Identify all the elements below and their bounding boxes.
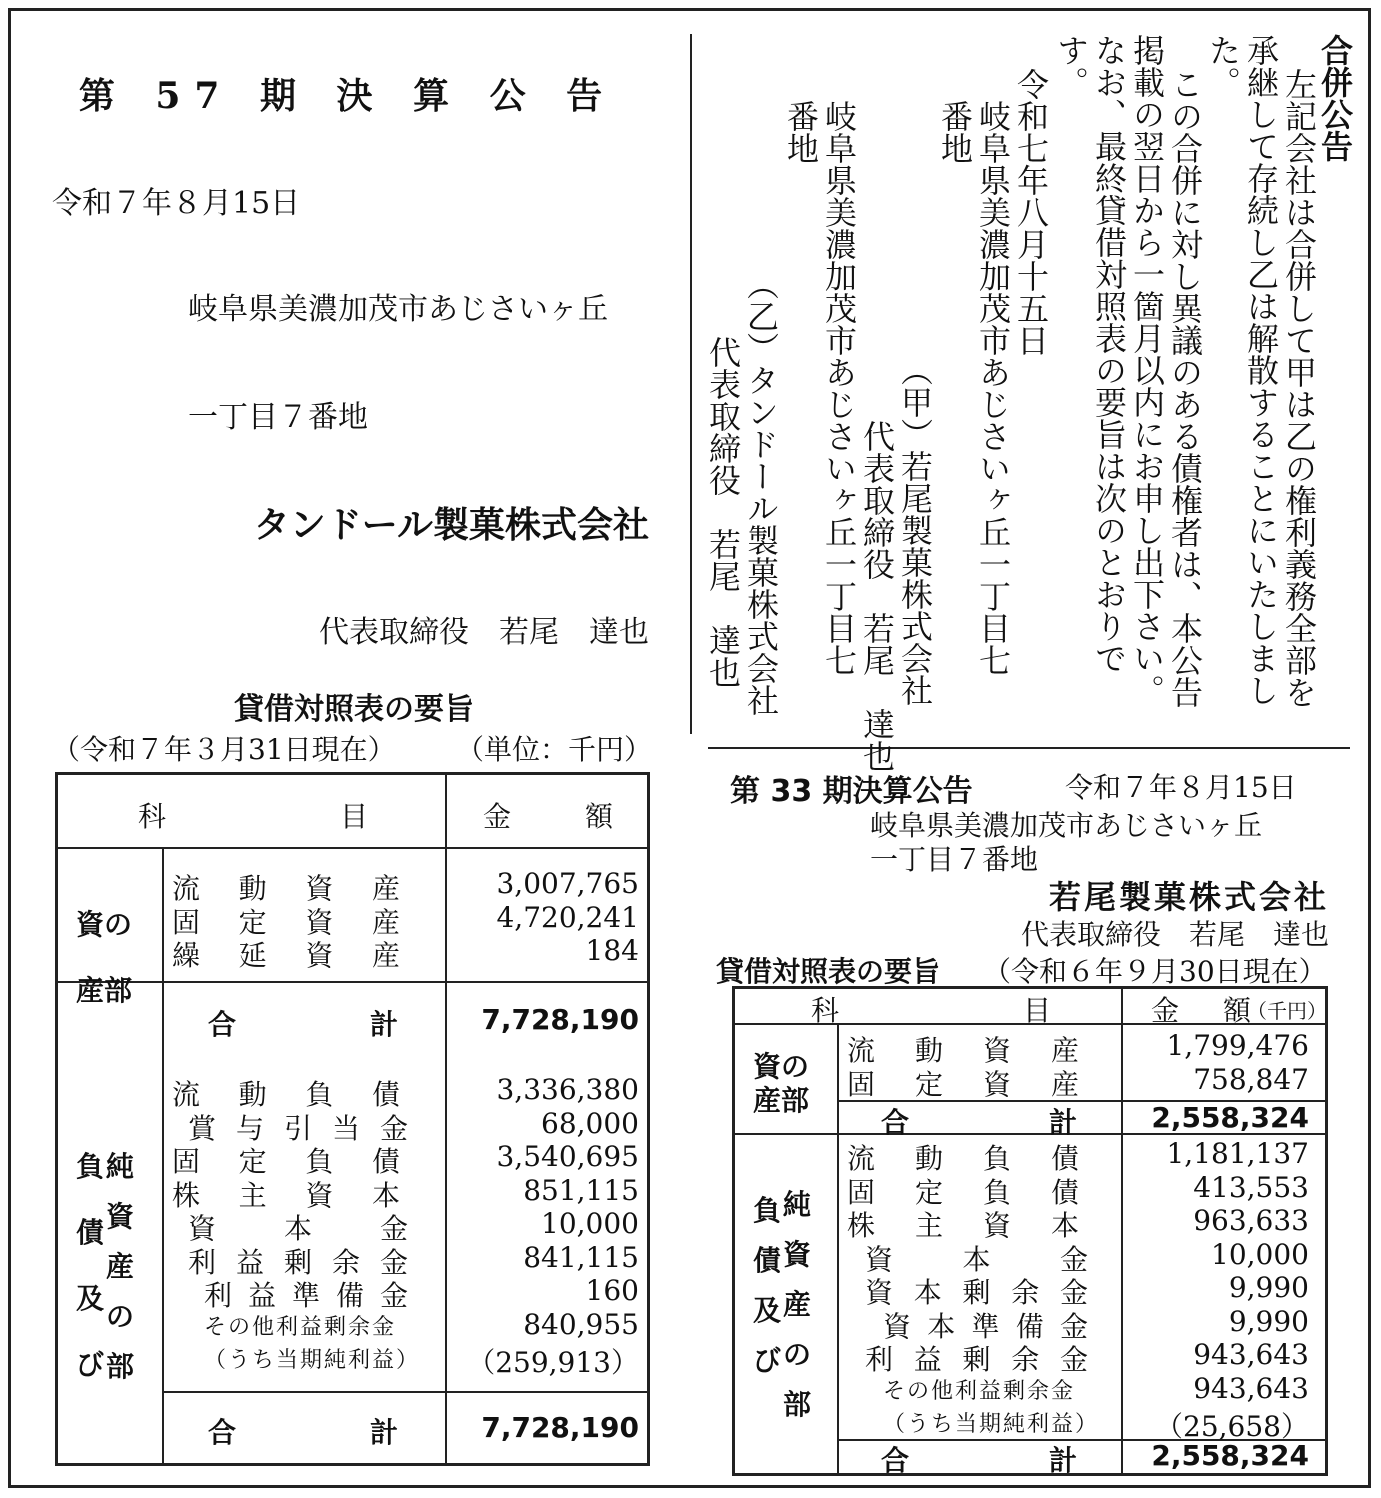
left-date: 令和７年８月15日 <box>52 186 301 221</box>
asset-row-label <box>172 934 400 974</box>
assets-section-label: 資の <box>76 908 133 941</box>
liab-total-label-char: 合 <box>208 1416 237 1449</box>
assets-total-label-char: 合 <box>881 1106 910 1139</box>
liab-row-label-char: 債 <box>1050 1175 1079 1209</box>
liab-row-label-char: 負 <box>982 1175 1011 1209</box>
table-rule <box>162 981 647 983</box>
liab-row-value: 9,990 <box>1228 1304 1309 1338</box>
liab-row-value: 10,000 <box>541 1207 639 1240</box>
right-date: 令和７年８月15日 <box>1065 771 1297 804</box>
liab-row-label-char: 備 <box>335 1279 364 1312</box>
liab-row-label-char: 当 <box>331 1111 360 1145</box>
liab-row-label-char: 負 <box>305 1078 334 1111</box>
header-amount-char: 額 <box>1222 994 1251 1027</box>
liab-row-label-char: 益 <box>235 1245 264 1279</box>
liab-row-label-char: 余 <box>331 1245 360 1279</box>
header-amount-char: 金 <box>483 800 512 833</box>
liab-row-label-char: 剰 <box>962 1276 991 1309</box>
asset-row-label-char: 流 <box>847 1034 876 1067</box>
liab-row-label <box>865 1338 1088 1378</box>
liab-section-label: 負 <box>76 1150 105 1183</box>
table-rule <box>58 847 647 849</box>
liab-row-label-char: 株 <box>172 1178 201 1212</box>
liab-section-label: 純 <box>106 1150 135 1183</box>
liab-row-label: その他利益剰余金 <box>204 1314 397 1340</box>
asset-row-label-char: 固 <box>847 1067 876 1101</box>
asset-row-label-char: 動 <box>238 872 267 905</box>
liab-row-label-char: 剰 <box>962 1343 991 1376</box>
liab-row-label-char: 金 <box>1059 1276 1088 1309</box>
liab-row-value: 3,336,380 <box>496 1073 639 1106</box>
liab-total-label-char: 合 <box>881 1444 910 1477</box>
asset-row-label-char: 資 <box>305 872 334 905</box>
asset-row-label-char: 資 <box>982 1034 1011 1067</box>
liab-row-label <box>204 1274 408 1314</box>
liab-row-label-char: 益 <box>247 1279 276 1312</box>
right-bs-title: 貸借対照表の要旨 <box>716 955 941 988</box>
left-company-name: タンドール製菓株式会社 <box>253 505 649 546</box>
header-amount <box>483 795 613 835</box>
header-item-char: 科 <box>138 800 167 833</box>
liab-row-label-char: 賞 <box>188 1111 217 1145</box>
left-representative: 代表取締役 若尾 達也 <box>319 615 649 650</box>
liab-row-label-char: 資 <box>305 1178 334 1212</box>
merger-text-column: す。 <box>1052 34 1090 98</box>
asset-row-label-char: 定 <box>238 905 267 939</box>
asset-row-value: 3,007,765 <box>496 867 639 900</box>
asset-row-label-char: 産 <box>371 905 400 939</box>
merger-text-column: この合併に対し異議のある債権者は、本公告 <box>1166 68 1204 708</box>
section-divider <box>708 747 1350 749</box>
merger-text-column: 左記会社は合併して甲は乙の権利義務全部を <box>1280 68 1318 708</box>
liab-row-label-char: 動 <box>238 1078 267 1111</box>
left-address-line2: 一丁目７番地 <box>188 400 368 435</box>
liab-row-label-char: 流 <box>172 1078 201 1111</box>
liab-row-label: その他利益剰余金 <box>883 1378 1076 1404</box>
assets-total-label-char: 計 <box>369 1008 398 1041</box>
liab-row-value: 943,643 <box>1193 1338 1309 1371</box>
liab-total-label-char: 計 <box>369 1416 398 1449</box>
liab-row-label-char: 主 <box>914 1209 943 1242</box>
merger-text-column: （甲）若尾製菓株式会社 <box>896 354 934 706</box>
liab-row-value: 841,115 <box>523 1240 639 1274</box>
table-rule <box>162 1391 647 1393</box>
liab-row-label-char: 資 <box>865 1276 894 1309</box>
liab-row-label-char: 本 <box>927 1309 956 1343</box>
liab-section-label: 及 <box>753 1294 782 1327</box>
right-company-name: 若尾製菓株式会社 <box>1048 878 1329 916</box>
liab-row-label-char: 金 <box>379 1245 408 1279</box>
liab-row-value: 160 <box>585 1274 639 1307</box>
merger-text-column: 令和七年八月十五日 <box>1012 68 1050 356</box>
liab-row-label-char: 金 <box>379 1111 408 1145</box>
merger-text-column: 岐阜県美濃加茂市あじさいヶ丘一丁目七 <box>974 100 1012 676</box>
liab-row-label-char: 資 <box>883 1309 912 1343</box>
liab-row-label-char: 金 <box>379 1279 408 1312</box>
asset-row-label-char: 延 <box>238 939 267 972</box>
liab-row-label-char: 利 <box>188 1245 217 1279</box>
liab-row-label-char: 余 <box>1011 1343 1040 1376</box>
asset-row-value: 1,799,476 <box>1166 1029 1309 1062</box>
merger-text-column: （乙）タンドール製菓株式会社 <box>742 268 780 716</box>
merger-text-column: 代表取締役 若尾 達也 <box>704 336 742 688</box>
left-balance-sheet-table <box>55 772 650 1466</box>
assets-total-value: 7,728,190 <box>481 1003 639 1036</box>
liab-row-label-char: 負 <box>305 1145 334 1178</box>
liab-section-label: び <box>753 1344 782 1377</box>
asset-row-value: 758,847 <box>1193 1062 1309 1096</box>
liab-row-label-char: 備 <box>1015 1309 1044 1343</box>
liab-row-label-char: 資 <box>188 1212 217 1245</box>
table-rule <box>837 1023 839 1473</box>
asset-row-label-char: 産 <box>1050 1067 1079 1101</box>
assets-total-label-char: 合 <box>208 1008 237 1041</box>
asset-row-label-char: 動 <box>914 1034 943 1067</box>
header-amount-char: 額 <box>584 800 613 833</box>
liab-row-label-char: 準 <box>971 1309 1000 1343</box>
left-as-of: （令和７年３月31日現在） <box>52 733 396 766</box>
liab-row-label-char: 本 <box>962 1242 991 1276</box>
liab-row-label-char: 与 <box>235 1111 264 1145</box>
merger-text-column: なお、最終貸借対照表の要旨は次のとおりで <box>1090 34 1128 674</box>
merger-text-column: 岐阜県美濃加茂市あじさいヶ丘一丁目七 <box>820 100 858 676</box>
right-balance-sheet-table <box>732 986 1328 1476</box>
merger-text-column: 掲載の翌日から一箇月以内にお申し出下さい。 <box>1128 34 1166 706</box>
asset-row-label-char: 産 <box>1050 1034 1079 1067</box>
asset-row-label <box>847 1063 1079 1103</box>
liab-row-label-char: 固 <box>172 1145 201 1178</box>
right-address-line1: 岐阜県美濃加茂市あじさいヶ丘 <box>870 809 1263 842</box>
liab-section-label: 純 <box>783 1188 812 1221</box>
right-representative: 代表取締役 若尾 達也 <box>1020 918 1329 951</box>
header-item <box>138 795 368 835</box>
header-item-char: 科 <box>811 994 840 1027</box>
liab-section-label: 産 <box>783 1288 812 1321</box>
liab-row-label-char: 金 <box>1059 1343 1088 1376</box>
right-address-line2: 一丁目７番地 <box>870 843 1039 876</box>
liab-row-label-char: 本 <box>371 1178 400 1212</box>
liab-row-label-char: 利 <box>865 1343 894 1376</box>
liab-row-value: 10,000 <box>1211 1237 1309 1271</box>
right-title: 第 33 期決算公告 <box>730 774 973 809</box>
asset-row-label-char: 定 <box>914 1067 943 1101</box>
assets-section-label: 産部 <box>76 974 133 1007</box>
liab-row-value: （25,658） <box>1155 1410 1309 1443</box>
header-amount-char: 金 <box>1151 994 1180 1027</box>
left-address-line1: 岐阜県美濃加茂市あじさいヶ丘 <box>188 292 608 327</box>
header-item-char: 目 <box>1022 994 1051 1027</box>
liab-row-label-char: 金 <box>379 1212 408 1245</box>
header-unit: （千円） <box>1247 999 1327 1023</box>
merger-text-column: 番地 <box>936 100 974 164</box>
assets-total-label-char: 計 <box>1048 1106 1077 1139</box>
liab-section-label: 資 <box>783 1238 812 1271</box>
asset-row-label-char: 資 <box>982 1067 1011 1101</box>
header-item <box>811 989 1051 1029</box>
liab-row-label: （うち当期純利益） <box>883 1412 1100 1437</box>
liab-section-label: の <box>106 1300 135 1333</box>
liab-row-value: 9,990 <box>1228 1271 1309 1304</box>
liab-total-label-char: 計 <box>1048 1444 1077 1477</box>
liab-row-label-char: 債 <box>1050 1142 1079 1175</box>
liab-row-value: （259,913） <box>467 1346 639 1379</box>
asset-row-label-char: 産 <box>371 939 400 972</box>
liab-section-label: 産 <box>106 1250 135 1283</box>
liab-row-value: 963,633 <box>1193 1204 1309 1237</box>
liab-row-label-char: 債 <box>371 1145 400 1178</box>
liab-row-label-char: 金 <box>1059 1242 1088 1276</box>
liab-row-value: 1,181,137 <box>1166 1137 1309 1170</box>
liab-section-label: び <box>76 1348 105 1381</box>
liab-row-label-char: 主 <box>238 1178 267 1212</box>
liab-row-label: （うち当期純利益） <box>204 1348 421 1373</box>
table-rule <box>162 847 164 1463</box>
liab-row-value: 943,643 <box>1193 1371 1309 1405</box>
asset-row-label-char: 流 <box>172 872 201 905</box>
asset-row-value: 4,720,241 <box>496 900 639 934</box>
liab-row-label-char: 金 <box>1059 1309 1088 1343</box>
asset-row-label-char: 産 <box>371 872 400 905</box>
merger-text-column: た。 <box>1204 34 1242 98</box>
merger-heading: 合併公告 <box>1316 34 1354 162</box>
assets-total-value: 2,558,324 <box>1151 1101 1309 1134</box>
asset-row-label-char: 固 <box>172 905 201 939</box>
asset-row-label-char: 繰 <box>172 939 201 972</box>
liab-row-label-char: 引 <box>283 1111 312 1145</box>
liab-row-value: 68,000 <box>541 1106 639 1140</box>
left-bs-title: 貸借対照表の要旨 <box>234 692 474 727</box>
liab-row-label-char: 益 <box>913 1343 942 1376</box>
assets-total-label <box>881 1101 1077 1141</box>
merger-text-column: 代表取締役 若尾 達也 <box>858 420 896 772</box>
asset-row-label-char: 資 <box>305 939 334 972</box>
liab-section-label: 部 <box>783 1388 812 1421</box>
liab-row-label-char: 余 <box>1011 1276 1040 1309</box>
liab-row-label-char: 本 <box>283 1212 312 1245</box>
assets-section-label: 産部 <box>753 1084 810 1117</box>
liab-row-value: 840,955 <box>523 1307 639 1341</box>
liab-section-label: 負 <box>753 1194 782 1227</box>
assets-total-label <box>208 1003 398 1043</box>
liab-row-value: 851,115 <box>523 1173 639 1207</box>
asset-row-value: 184 <box>585 934 639 967</box>
liab-total-label <box>208 1411 398 1451</box>
liab-row-label-char: 本 <box>913 1276 942 1309</box>
column-divider <box>690 34 692 734</box>
liab-section-label: 及 <box>76 1282 105 1315</box>
liab-total-value: 7,728,190 <box>481 1411 639 1444</box>
merger-text-column: 承継して存続し乙は解散することにいたしまし <box>1242 34 1280 706</box>
liab-row-label-char: 債 <box>371 1078 400 1111</box>
liab-row-label-char: 剰 <box>283 1245 312 1279</box>
header-item-char: 目 <box>339 800 368 833</box>
liab-section-label: 資 <box>106 1200 135 1233</box>
liab-row-label-char: 定 <box>238 1145 267 1178</box>
liab-row-label-char: 動 <box>914 1142 943 1175</box>
liab-row-label-char: 負 <box>982 1142 1011 1175</box>
liab-row-label-char: 固 <box>847 1175 876 1209</box>
liab-row-label-char: 本 <box>1050 1209 1079 1242</box>
right-as-of: （令和６年９月30日現在） <box>983 955 1327 988</box>
liab-row-label-char: 流 <box>847 1142 876 1175</box>
liab-row-label-char: 株 <box>847 1209 876 1242</box>
liab-row-label-char: 利 <box>204 1279 233 1312</box>
liab-row-label-char: 資 <box>865 1242 894 1276</box>
liab-section-label: の <box>783 1338 812 1371</box>
left-unit: （単位：千円） <box>456 733 653 766</box>
liab-total-value: 2,558,324 <box>1151 1439 1309 1472</box>
liab-row-value: 3,540,695 <box>496 1140 639 1173</box>
header-amount <box>1151 989 1251 1029</box>
liab-total-label <box>881 1439 1077 1479</box>
asset-row-label-char: 資 <box>305 905 334 939</box>
liab-row-value: 413,553 <box>1193 1170 1309 1204</box>
assets-section-label: 資の <box>753 1050 810 1083</box>
merger-text-column: 番地 <box>782 100 820 164</box>
left-title: 第 57 期 決 算 公 告 <box>78 75 617 117</box>
liab-section-label: 債 <box>76 1216 105 1249</box>
liab-row-label-char: 準 <box>291 1279 320 1312</box>
liab-row-label-char: 資 <box>982 1209 1011 1242</box>
liab-row-label-char: 定 <box>914 1175 943 1209</box>
liab-section-label: 部 <box>106 1350 135 1383</box>
liab-section-label: 債 <box>753 1244 782 1277</box>
